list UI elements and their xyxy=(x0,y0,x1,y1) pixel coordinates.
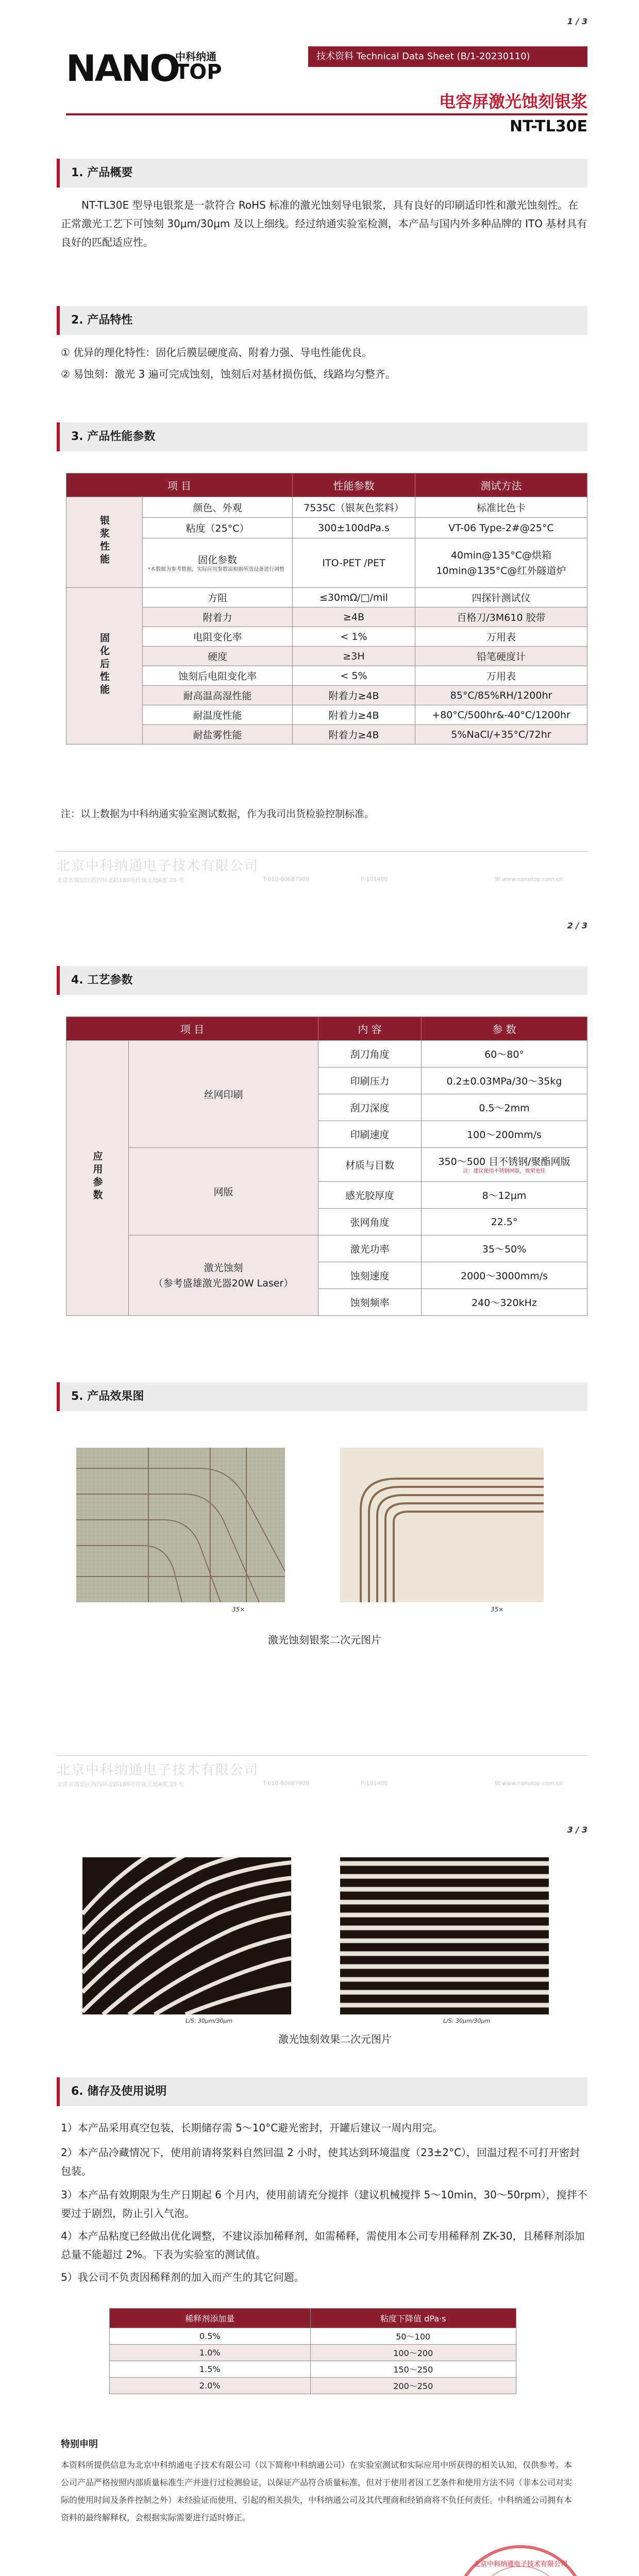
table-cell xyxy=(143,538,293,588)
table-cell: 刮刀角度 xyxy=(318,1041,422,1067)
table-cell: ≥4B xyxy=(293,607,415,627)
page-2 xyxy=(0,904,639,1808)
group-name: 丝网印刷 xyxy=(129,1041,318,1148)
table-cell: 附着力 xyxy=(143,607,293,627)
group-name: 激光蚀刻 （参考盛雄激光器20W Laser） xyxy=(129,1235,318,1316)
section-1-heading: 1. 产品概要 xyxy=(57,159,587,188)
table-cell-value: 350～500 目不锈钢/聚酯网版 xyxy=(438,1156,570,1167)
table-cell-note: 注：建议使用不锈钢网版，效果更佳 xyxy=(463,1168,546,1174)
table-cell: ≥3H xyxy=(293,647,415,666)
table-cell: 0.2±0.03MPa/30～35kg xyxy=(422,1067,587,1094)
section-6-heading: 6. 储存及使用说明 xyxy=(57,2077,587,2106)
table-cell: 0.5% xyxy=(110,2328,311,2345)
title-divider xyxy=(66,113,587,115)
table-header: 内 容 xyxy=(318,1017,422,1041)
table-header: 性能参数 xyxy=(293,473,415,497)
image-caption: 激光蚀刻效果二次元图片 xyxy=(278,2033,392,2045)
section-2-item-2: ② 易蚀刻：激光 3 遍可完成蚀刻，蚀刻后对基材损伤低，线路均匀整齐。 xyxy=(61,368,396,380)
footer-postal: P:101400 xyxy=(361,1780,388,1787)
footer-company: 北京中科纳通电子技术有限公司 xyxy=(57,1762,259,1778)
section-4-heading: 4. 工艺参数 xyxy=(57,966,587,995)
table-cell: 1.0% xyxy=(110,2345,311,2361)
table-cell: 万用表 xyxy=(415,627,587,647)
table-cell: 刮刀深度 xyxy=(318,1094,422,1121)
usage-item-1: 1）本产品采用真空包装，长期储存需 5～10°C避光密封，开罐后建议一周内用完。 xyxy=(61,2122,443,2134)
table-cell: 300±100dPa.s xyxy=(293,518,415,538)
process-table xyxy=(66,1016,587,1316)
table-cell: 35～50% xyxy=(422,1235,587,1262)
table-footnote: 注：以上数据为中科纳通实验室测试数据，作为我司出货检验控制标准。 xyxy=(61,808,375,820)
table-cell: 7535C（银灰色浆料） xyxy=(293,497,415,518)
table-cell: 200～250 xyxy=(310,2378,516,2394)
usage-item-4: 4）本产品粘度已经做出优化调整，不建议添加稀释剂，如需稀释，需使用本公司专用稀释剂 ZK-30，且稀释剂添加总量不能超过 2%。下表为实验室的测试值。 xyxy=(61,2230,585,2261)
table-header: 粘度下降值 dPa·s xyxy=(310,2309,516,2328)
table-cell: < 1% xyxy=(293,627,415,647)
tds-label: 技术资料 Technical Data Sheet (B/1-20230110) xyxy=(308,46,587,67)
page-number: 3 / 3 xyxy=(567,1825,587,1835)
table-cell: 蚀刻后电阻变化率 xyxy=(143,666,293,686)
table-cell: 2.0% xyxy=(110,2378,311,2394)
footer-tel: T:010-60687909 xyxy=(263,876,310,883)
table-cell: 1.5% xyxy=(110,2361,311,2378)
table-cell: 2000～3000mm/s xyxy=(422,1262,587,1289)
table-cell: ITO-PET /PET xyxy=(293,538,415,588)
table-cell: 万用表 xyxy=(415,666,587,686)
table-cell: < 5% xyxy=(293,666,415,686)
table-header: 稀释剂添加量 xyxy=(110,2309,311,2328)
footer-web: W:www.nanotop.com.cn xyxy=(495,876,563,883)
group-label: 固化后性能 xyxy=(98,632,110,697)
image-caption: 激光蚀刻银浆二次元图片 xyxy=(268,1634,381,1646)
image-2-label: 35× xyxy=(491,1606,504,1613)
table-cell: 感光胶厚度 xyxy=(318,1182,422,1209)
footer-company: 北京中科纳通电子技术有限公司 xyxy=(57,858,259,874)
footer-web: W:www.nanotop.com.cn xyxy=(495,1780,563,1787)
footer-divider xyxy=(57,851,587,852)
table-cell: 附着力≥4B xyxy=(293,725,415,744)
table-cell: 张网角度 xyxy=(318,1209,422,1235)
section-2-item-1: ① 优异的理化特性：固化后膜层硬度高、附着力强、导电性能优良。 xyxy=(61,346,373,359)
footer-address: 北京市海淀区西四环北路160号玲珑天地A座 25 号 xyxy=(57,877,184,884)
table-cell: 粘度（25°C） xyxy=(143,518,293,538)
notice-text: 本资料所提供信息为北京中科纳通电子技术有限公司（以下简称中科纳通公司）在实验室测试和实际应用中所获得的相关认知，仅供参考。本公司产品严格按照内部质量标准生产并进行过检测验证，以保证产品符合质量标准，但对于使用者因工艺条件和使用方法不同（非本公司对实际的使用时间及条件控制之外）未经验证而使用、引起的相关损失，中科纳通公司及其代理商和经销商将不负任何责任。中科纳通公司拥有本资料的最终解释权，会根据实际需要进行适时修正。 xyxy=(61,2460,573,2522)
performance-table xyxy=(66,473,587,744)
table-cell: 100～200 xyxy=(310,2345,516,2361)
notice-heading: 特别申明 xyxy=(61,2439,98,2450)
table-header: 测试方法 xyxy=(415,473,587,497)
section-1-text: NT-TL30E 型导电银浆是一款符合 RoHS 标准的激光蚀刻导电银浆，具有良好的印刷适印性和激光蚀刻性。在正常激光工艺下可蚀刻 30μm/30μm 及以上细线。经过纳通实验室检测，本产品与国内外多种品牌的 ITO 基材具有良好的匹配适应性。 xyxy=(61,199,587,248)
table-cell: 耐高温高湿性能 xyxy=(143,686,293,705)
logo-chinese-name: 中科纳通 xyxy=(175,50,216,63)
table-cell: 颜色、外观 xyxy=(143,497,293,518)
section-3-heading: 3. 产品性能参数 xyxy=(57,422,587,451)
group-label: 银浆性能 xyxy=(98,515,110,567)
table-cell: 0.5～2mm xyxy=(422,1094,587,1121)
table-cell: 蚀刻速度 xyxy=(318,1262,422,1289)
etch-image-1 xyxy=(82,1857,291,2014)
table-cell: 附着力≥4B xyxy=(293,686,415,705)
dilution-table xyxy=(109,2308,516,2394)
table-cell: 耐温度性能 xyxy=(143,705,293,725)
page-1 xyxy=(0,0,639,904)
product-code: NT-TL30E xyxy=(509,117,587,135)
page-number: 2 / 3 xyxy=(567,921,587,930)
table-cell: 方阻 xyxy=(143,588,293,607)
table-cell: 激光功率 xyxy=(318,1235,422,1262)
table-cell: 50～100 xyxy=(310,2328,516,2345)
page-number: 1 / 3 xyxy=(567,16,587,26)
image-1-label: L/S: 30μm/30μm xyxy=(186,2018,233,2024)
table-cell: 附着力≥4B xyxy=(293,705,415,725)
table-cell: 240～320kHz xyxy=(422,1289,587,1316)
table-cell: 8～12μm xyxy=(422,1182,587,1209)
section-2-heading: 2. 产品特性 xyxy=(57,306,587,335)
table-cell: 40min@135°C@烘箱 10min@135°C@红外隧道炉 xyxy=(415,538,587,588)
stamp-ring-text: 北京中科纳通电子技术有限公司 xyxy=(473,2561,567,2568)
table-cell: 100～200mm/s xyxy=(422,1121,587,1148)
logo-wordmark: NANO xyxy=(66,47,179,90)
group-name: 网版 xyxy=(129,1148,318,1235)
table-cell: 5%NaCl/+35°C/72hr xyxy=(415,725,587,744)
table-cell: 150～250 xyxy=(310,2361,516,2378)
effect-image-2 xyxy=(340,1448,544,1602)
etch-image-2 xyxy=(340,1857,549,2014)
footer-divider xyxy=(57,1755,587,1756)
usage-item-3: 3）本产品有效期限为生产日期起 6 个月内，使用前请充分搅拌（建议机械搅拌 5～10min，30～50rpm），搅拌不要过于剧烈，防止引入气泡。 xyxy=(61,2189,587,2219)
table-cell: 耐盐雾性能 xyxy=(143,725,293,744)
footer-tel: T:010-60687909 xyxy=(263,1780,310,1787)
image-1-label: 35× xyxy=(232,1606,245,1613)
effect-image-1 xyxy=(76,1448,285,1602)
table-cell: +80°C/500hr&-40°C/1200hr xyxy=(415,705,587,725)
table-header: 项 目 xyxy=(66,1017,318,1041)
table-cell: 硬度 xyxy=(143,647,293,666)
footer-address: 北京市海淀区西四环北路160号玲珑天地A座 25 号 xyxy=(57,1781,184,1788)
brand-logo xyxy=(66,46,251,88)
controlled-stamp xyxy=(453,2545,587,2576)
table-cell xyxy=(422,1148,587,1182)
table-cell: 印刷速度 xyxy=(318,1121,422,1148)
group-label: 应用参数 xyxy=(91,1151,103,1202)
table-cell: 铅笔硬度计 xyxy=(415,647,587,666)
product-title: 电容屏激光蚀刻银浆 xyxy=(439,92,587,111)
image-2-label: L/S: 30μm/30μm xyxy=(443,2018,491,2024)
table-cell: 四探针测试仪 xyxy=(415,588,587,607)
table-cell: 22.5° xyxy=(422,1209,587,1235)
table-header: 参 数 xyxy=(422,1017,587,1041)
table-cell: 印刷压力 xyxy=(318,1067,422,1094)
table-cell: 材质与目数 xyxy=(318,1148,422,1182)
usage-item-2: 2）本产品冷藏情况下，使用前请将浆料自然回温 2 小时，使其达到环境温度（23±2°C），回温过程不可打开密封包装。 xyxy=(61,2146,580,2177)
table-cell: 60～80° xyxy=(422,1041,587,1067)
table-cell: ≤30mΩ/□/mil xyxy=(293,588,415,607)
table-cell: 百格刀/3M610 胶带 xyxy=(415,607,587,627)
logo-top: TOP xyxy=(175,60,222,84)
table-cell: VT-06 Type-2#@25°C xyxy=(415,518,587,538)
table-cell: 蚀刻频率 xyxy=(318,1289,422,1316)
table-cell-note: *本数据为参考数据，实际应用参数需根据所选设备进行调整 xyxy=(148,567,284,572)
usage-item-5: 5）我公司不负责因稀释剂的加入而产生的其它问题。 xyxy=(61,2271,305,2283)
table-cell-label: 固化参数 xyxy=(197,554,237,566)
table-cell: 电阻变化率 xyxy=(143,627,293,647)
page-3 xyxy=(0,1808,639,2576)
footer-postal: P:101400 xyxy=(361,876,388,883)
table-cell: 标准比色卡 xyxy=(415,497,587,518)
section-5-heading: 5. 产品效果图 xyxy=(57,1382,587,1411)
table-header: 项 目 xyxy=(66,473,293,497)
table-cell: 85°C/85%RH/1200hr xyxy=(415,686,587,705)
